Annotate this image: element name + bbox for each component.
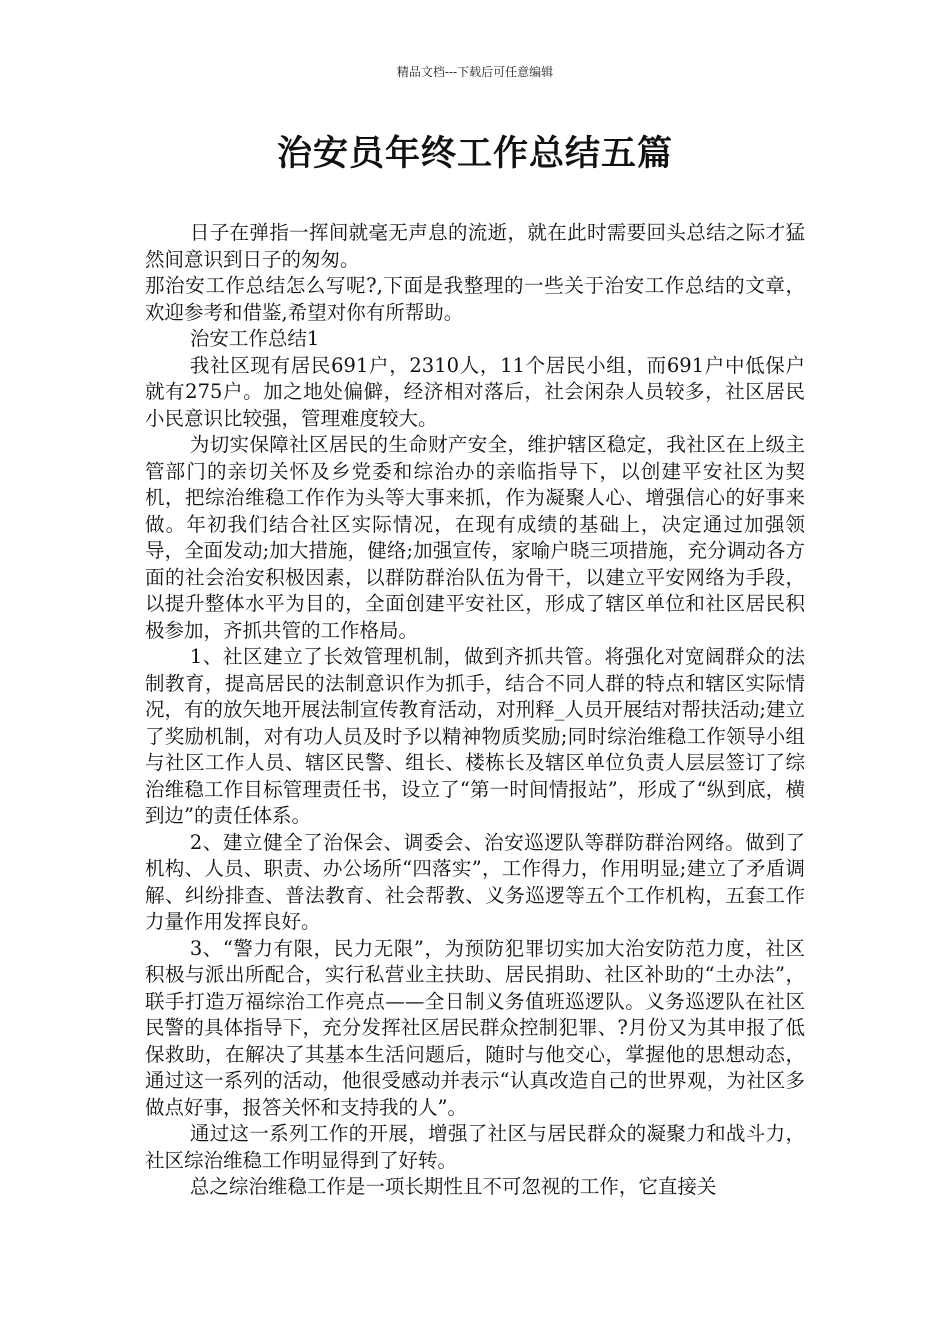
paragraph: 日子在弹指一挥间就毫无声息的流逝，就在此时需要回头总结之际才猛然间意识到日子的匆匆。 (145, 221, 805, 271)
paragraph: 为切实保障社区居民的生命财产安全，维护辖区稳定，我社区在上级主管部门的亲切关怀及乡党委和综治办的亲临指导下，以创建平安社区为契机，把综治维稳工作作为头等大事来抓，作为凝聚人心、增强信心的好事来做。年初我们结合社区实际情况，在现有成绩的基础上，决定通过加强领导，全面发动;加大措施，健络;加强宣传，家喻户晓三项措施，充分调动各方面的社会治安积极因素，以群防群治队伍为骨干，以建立平安网络为手段，以提升整体水平为目的，全面创建平安社区，形成了辖区单位和社区居民积极参加，齐抓共管的工作格局。 (145, 433, 805, 642)
section-heading: 治安工作总结1 (189, 327, 320, 350)
paragraph: 那治安工作总结怎么写呢?,下面是我整理的一些关于治安工作总结的文章，欢迎参考和借鉴,希望对你有所帮助。 (145, 274, 805, 324)
paragraph: 1、社区建立了长效管理机制，做到齐抓共管。将强化对宽阔群众的法制教育，提高居民的法制意识作为抓手，结合不同人群的特点和辖区实际情况，有的放矢地开展法制宣传教育活动，对刑释_人员开展结对帮扶活动;建立了奖励机制，对有功人员及时予以精神物质奖励;同时综治维稳工作领导小组与社区工作人员、辖区民警、组长、楼栋长及辖区单位负责人层层签订了综治维稳工作目标管理责任书，设立了“第一时间情报站”，形成了“纵到底，横到边”的责任体系。 (145, 645, 805, 827)
paragraph: 我社区现有居民691户，2310人，11个居民小组，而691户中低保户就有275户。加之地处偏僻，经济相对落后，社会闲杂人员较多，社区居民小民意识比较强，管理难度较大。 (145, 353, 805, 430)
paragraph: 3、“警力有限，民力无限”，为预防犯罪切实加大治安防范力度，社区积极与派出所配合，实行私营业主扶助、居民捐助、社区补助的“土办法”，联手打造万福综治工作亮点——全日制义务值班巡逻队。义务巡逻队在社区民警的具体指导下，充分发挥社区居民群众控制犯罪、?月份又为其申报了低保救助，在解决了其基本生活问题后，随时与他交心，掌握他的思想动态，通过这一系列的活动，他很受感动并表示“认真改造自己的世界观，为社区多做点好事，报答关怀和支持我的人”。 (145, 936, 805, 1119)
document-title: 治安员年终工作总结五篇 (276, 134, 673, 174)
paragraph: 2、建立健全了治保会、调委会、治安巡逻队等群防群治网络。做到了机构、人员、职责、办公场所“四落实”，工作得力，作用明显;建立了矛盾调解、纠纷排查、普法教育、社会帮教、义务巡逻等五个工作机构，五套工作力量作用发挥良好。 (145, 830, 805, 933)
paragraph: 总之综治维稳工作是一项长期性且不可忽视的工作，它直接关 (189, 1175, 717, 1198)
page-header: 精品文档---下载后可任意编辑 (396, 65, 554, 79)
document-body (145, 220, 805, 1201)
paragraph: 通过这一系列工作的开展，增强了社区与居民群众的凝聚力和战斗力，社区综治维稳工作明显得到了好转。 (145, 1122, 805, 1172)
